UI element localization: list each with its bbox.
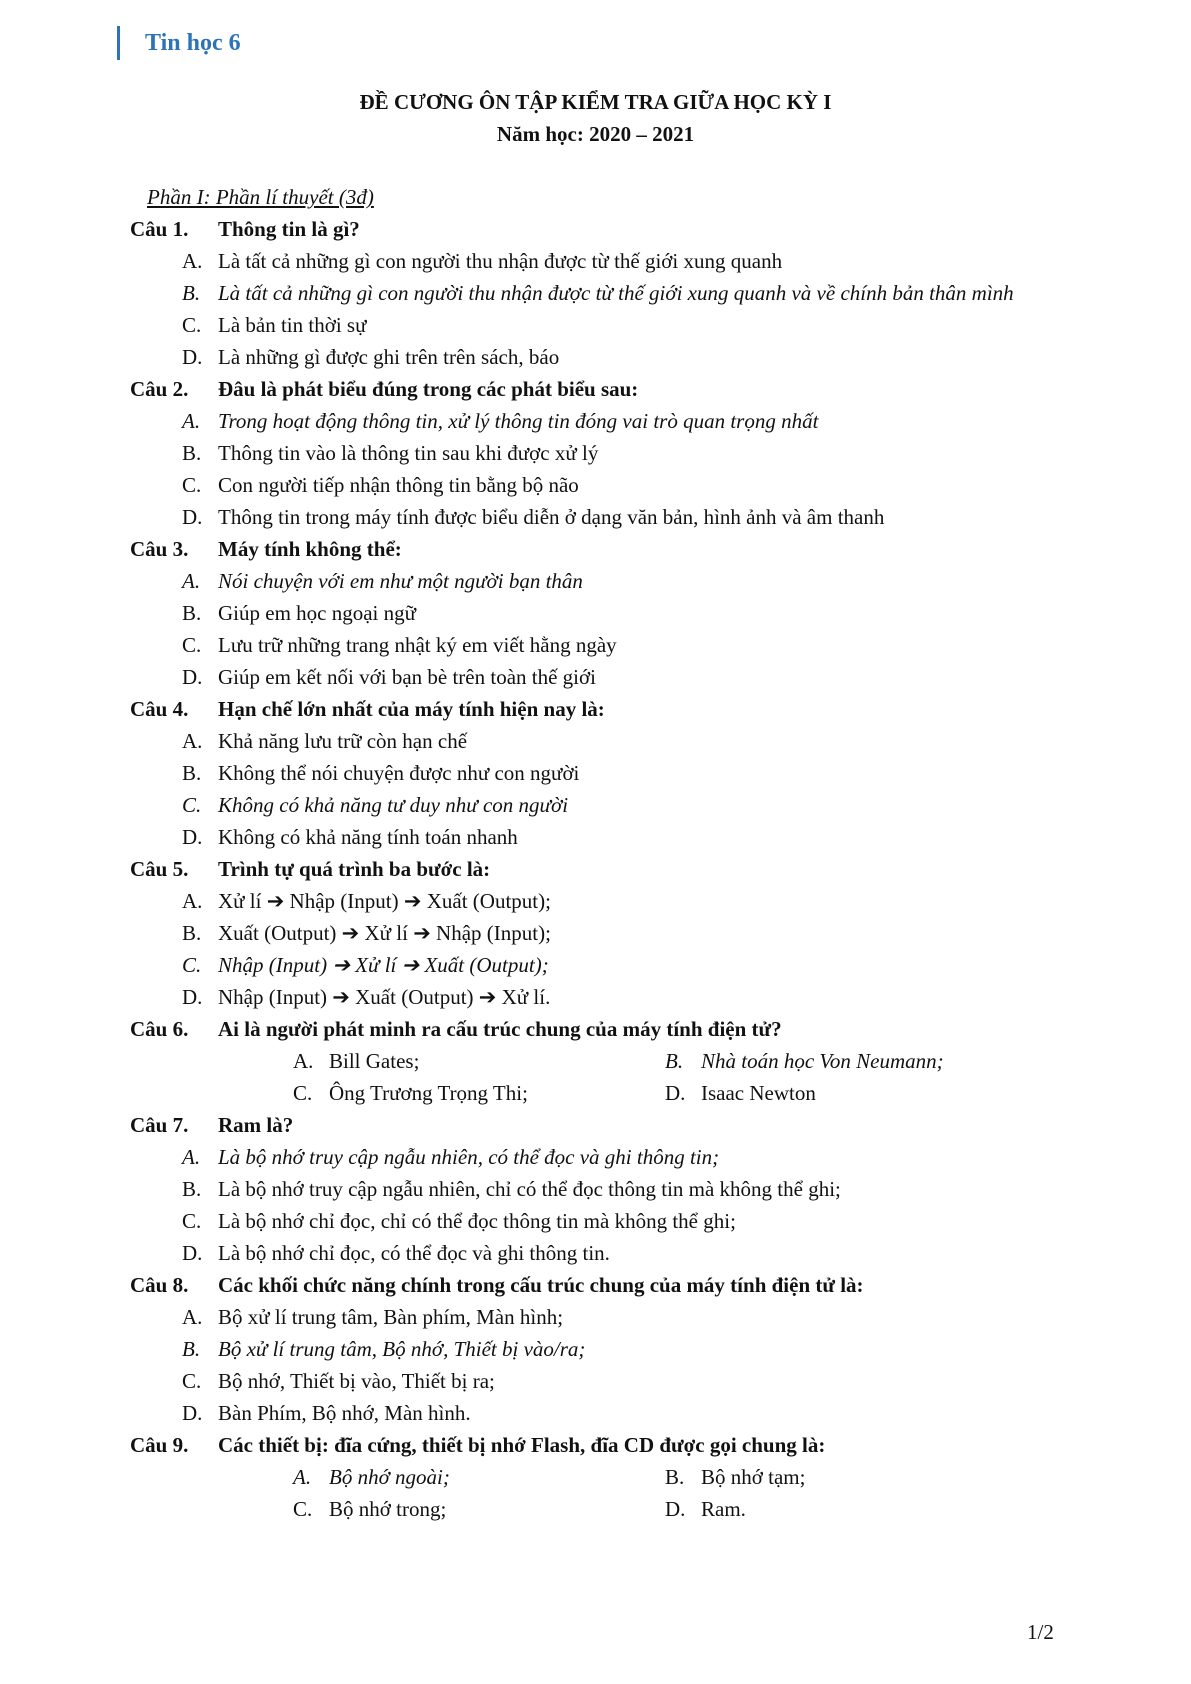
answer-option [665,1077,1037,1109]
option-letter: B. [665,1049,684,1073]
question-heading [130,1269,1090,1301]
question-number: Câu 6. [130,1017,189,1041]
question-heading [130,1013,1090,1045]
answer-option [130,1397,1090,1429]
answer-options [130,885,1090,1013]
option-letter: D. [182,505,203,529]
option-text: Lưu trữ những trang nhật ký em viết hằng ngày [218,633,617,657]
option-text: Là bộ nhớ truy cập ngẫu nhiên, có thể đọc và ghi thông tin; [218,1145,720,1169]
question-text: Các thiết bị: đĩa cứng, thiết bị nhớ Flash, đĩa CD được gọi chung là: [218,1433,826,1457]
question-list [130,213,1090,1525]
option-letter: C. [182,473,202,497]
option-text: Bộ nhớ trong; [329,1497,447,1521]
section-heading: Phần I: Phần lí thuyết (3đ) [147,185,374,209]
answer-option [130,341,1090,373]
option-letter: C. [182,793,202,817]
option-text: Thông tin trong máy tính được biểu diễn ở dạng văn bản, hình ảnh và âm thanh [218,505,885,529]
answer-option [293,1077,665,1109]
option-text: Là bộ nhớ chỉ đọc, chỉ có thể đọc thông tin mà không thể ghi; [218,1209,736,1233]
option-text: Giúp em kết nối với bạn bè trên toàn thế giới [218,665,596,689]
option-letter: A. [293,1049,314,1073]
option-text: Xử lí ➔ Nhập (Input) ➔ Xuất (Output); [218,889,551,913]
answer-options [130,1045,1090,1109]
answer-option [130,437,1090,469]
question-block [130,1013,1090,1109]
page-number: 1/2 [1027,1620,1054,1644]
option-letter: D. [182,825,203,849]
answer-option [130,501,1090,533]
question-text: Đâu là phát biểu đúng trong các phát biểu sau: [218,377,639,401]
answer-option [130,917,1090,949]
answer-option [130,981,1090,1013]
option-text: Là bộ nhớ truy cập ngẫu nhiên, chỉ có thể đọc thông tin mà không thể ghi; [218,1177,841,1201]
option-letter: D. [665,1497,686,1521]
option-letter: D. [182,1241,203,1265]
option-letter: A. [182,1305,203,1329]
question-heading [130,1109,1090,1141]
option-letter: B. [182,281,201,305]
question-block [130,1109,1090,1269]
subject-header: Tin học 6 [145,30,241,56]
question-heading [130,693,1090,725]
option-text: Là tất cả những gì con người thu nhận được từ thế giới xung quanh và về chính bản thân mình [218,281,1014,305]
question-block [130,1429,1090,1525]
answer-option [665,1045,1037,1077]
option-letter: A. [182,729,203,753]
option-text: Ông Trương Trọng Thi; [329,1081,528,1105]
question-block [130,1269,1090,1429]
option-text: Bàn Phím, Bộ nhớ, Màn hình. [218,1401,471,1425]
option-text: Không có khả năng tính toán nhanh [218,825,518,849]
question-heading [130,533,1090,565]
option-text: Bill Gates; [329,1049,420,1073]
option-letter: A. [182,409,201,433]
answer-option [130,629,1090,661]
option-text: Nói chuyện với em như một người bạn thân [218,569,583,593]
option-letter: C. [182,953,202,977]
option-text: Ram. [701,1497,746,1521]
option-text: Bộ nhớ tạm; [701,1465,806,1489]
option-letter: B. [665,1465,685,1489]
option-text: Bộ nhớ, Thiết bị vào, Thiết bị ra; [218,1369,495,1393]
question-heading [130,1429,1090,1461]
option-letter: A. [182,1145,201,1169]
option-text: Là bộ nhớ chỉ đọc, có thể đọc và ghi thông tin. [218,1241,610,1265]
question-block [130,213,1090,373]
question-number: Câu 2. [130,377,189,401]
answer-option [130,661,1090,693]
question-number: Câu 9. [130,1433,189,1457]
answer-option [130,1205,1090,1237]
question-block [130,693,1090,853]
option-text: Bộ xử lí trung tâm, Bàn phím, Màn hình; [218,1305,564,1329]
option-text: Là bản tin thời sự [218,313,367,337]
question-text: Ai là người phát minh ra cấu trúc chung của máy tính điện tử? [218,1017,782,1041]
question-heading [130,373,1090,405]
option-text: Nhập (Input) ➔ Xuất (Output) ➔ Xử lí. [218,985,551,1009]
option-letter: D. [182,665,203,689]
question-number: Câu 5. [130,857,189,881]
option-letter: A. [182,889,203,913]
option-text: Thông tin vào là thông tin sau khi được xử lý [218,441,599,465]
question-block [130,853,1090,1013]
answer-option [130,1333,1090,1365]
answer-option [130,1301,1090,1333]
answer-options [130,1141,1090,1269]
option-letter: D. [665,1081,686,1105]
option-text: Bộ xử lí trung tâm, Bộ nhớ, Thiết bị vào/ra; [218,1337,586,1361]
answer-options [130,1461,1090,1525]
answer-options [130,245,1090,373]
answer-options [130,725,1090,853]
option-text: Không thể nói chuyện được như con người [218,761,580,785]
answer-options [130,1301,1090,1429]
option-text: Không có khả năng tư duy như con người [218,793,569,817]
option-letter: D. [182,345,203,369]
option-letter: C. [293,1497,313,1521]
option-letter: A. [182,249,203,273]
answer-option [130,1365,1090,1397]
question-number: Câu 1. [130,217,189,241]
option-letter: A. [293,1465,312,1489]
answer-option [130,565,1090,597]
question-text: Các khối chức năng chính trong cấu trúc chung của máy tính điện tử là: [218,1273,864,1297]
answer-option [293,1045,665,1077]
question-text: Máy tính không thể: [218,537,402,561]
option-letter: D. [182,1401,203,1425]
option-letter: C. [182,1369,202,1393]
question-text: Thông tin là gì? [218,217,360,241]
question-block [130,533,1090,693]
option-letter: C. [182,633,202,657]
question-heading [130,213,1090,245]
answer-option [130,757,1090,789]
answer-option [293,1461,665,1493]
question-number: Câu 8. [130,1273,189,1297]
option-text: Bộ nhớ ngoài; [329,1465,450,1489]
option-letter: C. [182,1209,202,1233]
answer-option [130,309,1090,341]
answer-option [665,1493,1037,1525]
question-number: Câu 7. [130,1113,189,1137]
answer-option [130,1237,1090,1269]
answer-option [130,949,1090,981]
answer-option [130,1141,1090,1173]
option-letter: B. [182,601,202,625]
answer-option [130,597,1090,629]
option-letter: A. [182,569,201,593]
option-letter: B. [182,441,202,465]
option-text: Khả năng lưu trữ còn hạn chế [218,729,468,753]
answer-option [130,789,1090,821]
question-number: Câu 4. [130,697,189,721]
question-heading [130,853,1090,885]
option-letter: C. [182,313,202,337]
answer-option [130,725,1090,757]
option-text: Xuất (Output) ➔ Xử lí ➔ Nhập (Input); [218,921,551,945]
option-letter: B. [182,1337,201,1361]
option-text: Giúp em học ngoại ngữ [218,601,417,625]
answer-option [293,1493,665,1525]
school-year: Năm học: 2020 – 2021 [496,122,695,146]
answer-options [130,565,1090,693]
option-text: Nhập (Input) ➔ Xử lí ➔ Xuất (Output); [218,953,549,977]
question-block [130,373,1090,533]
answer-option [130,821,1090,853]
question-number: Câu 3. [130,537,189,561]
option-text: Trong hoạt động thông tin, xử lý thông tin đóng vai trò quan trọng nhất [218,409,819,433]
option-letter: B. [182,761,202,785]
answer-options [130,405,1090,533]
option-letter: D. [182,985,203,1009]
option-letter: B. [182,1177,202,1201]
option-text: Isaac Newton [701,1081,816,1105]
answer-option [130,245,1090,277]
option-letter: C. [293,1081,313,1105]
answer-option [130,277,1090,309]
question-text: Hạn chế lớn nhất của máy tính hiện nay là: [218,697,605,721]
option-text: Là tất cả những gì con người thu nhận được từ thế giới xung quanh [218,249,783,273]
answer-option [665,1461,1037,1493]
option-text: Nhà toán học Von Neumann; [701,1049,944,1073]
option-text: Là những gì được ghi trên trên sách, báo [218,345,560,369]
option-letter: B. [182,921,202,945]
answer-option [130,405,1090,437]
document-title: ĐỀ CƯƠNG ÔN TẬP KIỂM TRA GIỮA HỌC KỲ I [359,90,832,114]
header-accent-bar [117,26,120,60]
answer-option [130,885,1090,917]
option-text: Con người tiếp nhận thông tin bằng bộ não [218,473,579,497]
question-text: Ram là? [218,1113,294,1137]
answer-option [130,1173,1090,1205]
answer-option [130,469,1090,501]
question-text: Trình tự quá trình ba bước là: [218,857,491,881]
